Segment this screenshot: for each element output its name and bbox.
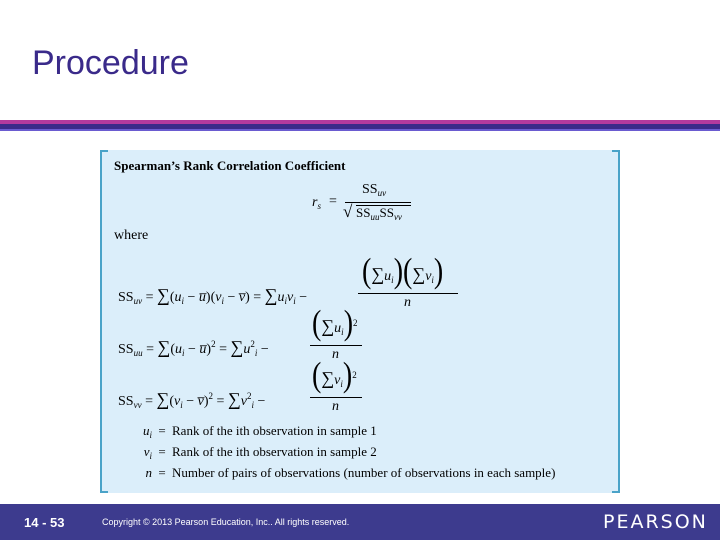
copyright-text: Copyright © 2013 Pearson Education, Inc.. All rights reserved. bbox=[102, 517, 350, 527]
formula-box: Spearman’s Rank Correlation Coefficient $r_s$ = $SS_{uv}$ √ $SS_{uu}SS_{vv}$ where $SS_{uv} = \sum(u_i$ − $u̅)(v_i$ − v̅) = $\sum u_iv_i$ − $(\sum u_i)(\sum v_i)$ n $SS_{uu} = \sum(u_i$ − u̅)$^2$ = $\sum u^2_i$ − $(\sum u_i)^2$ n $SS_{vv} = \sum(v_i$ − v̅)$^2$ = $\sum v^2_i$ − $(\sum v_i)^2$ n $u_i$ = Rank of the ith observation in sample 1 $v_i$ = Rank of the ith observation in sample 2 n = Number of pairs of observations (number of observations in each sample) bbox=[100, 150, 620, 493]
box-heading: Spearman’s Rank Correlation Coefficient bbox=[114, 158, 346, 173]
pearson-logo: PEARSON bbox=[603, 511, 708, 533]
legend-row: $v_i$ = Rank of the ith observation in sample 2 bbox=[143, 444, 377, 461]
box-bracket-right bbox=[612, 150, 620, 493]
legend-row: n = Number of pairs of observations (number of observations in each sample) bbox=[145, 465, 556, 480]
footer-bar bbox=[0, 504, 720, 540]
slide-title: Procedure bbox=[32, 44, 189, 82]
page-number: 14 - 53 bbox=[24, 515, 65, 530]
legend-row: $u_i$ = Rank of the ith observation in sample 1 bbox=[142, 423, 377, 440]
box-bracket-left bbox=[100, 150, 108, 493]
where-label: where bbox=[114, 228, 149, 243]
title-divider-stripe bbox=[0, 129, 720, 131]
